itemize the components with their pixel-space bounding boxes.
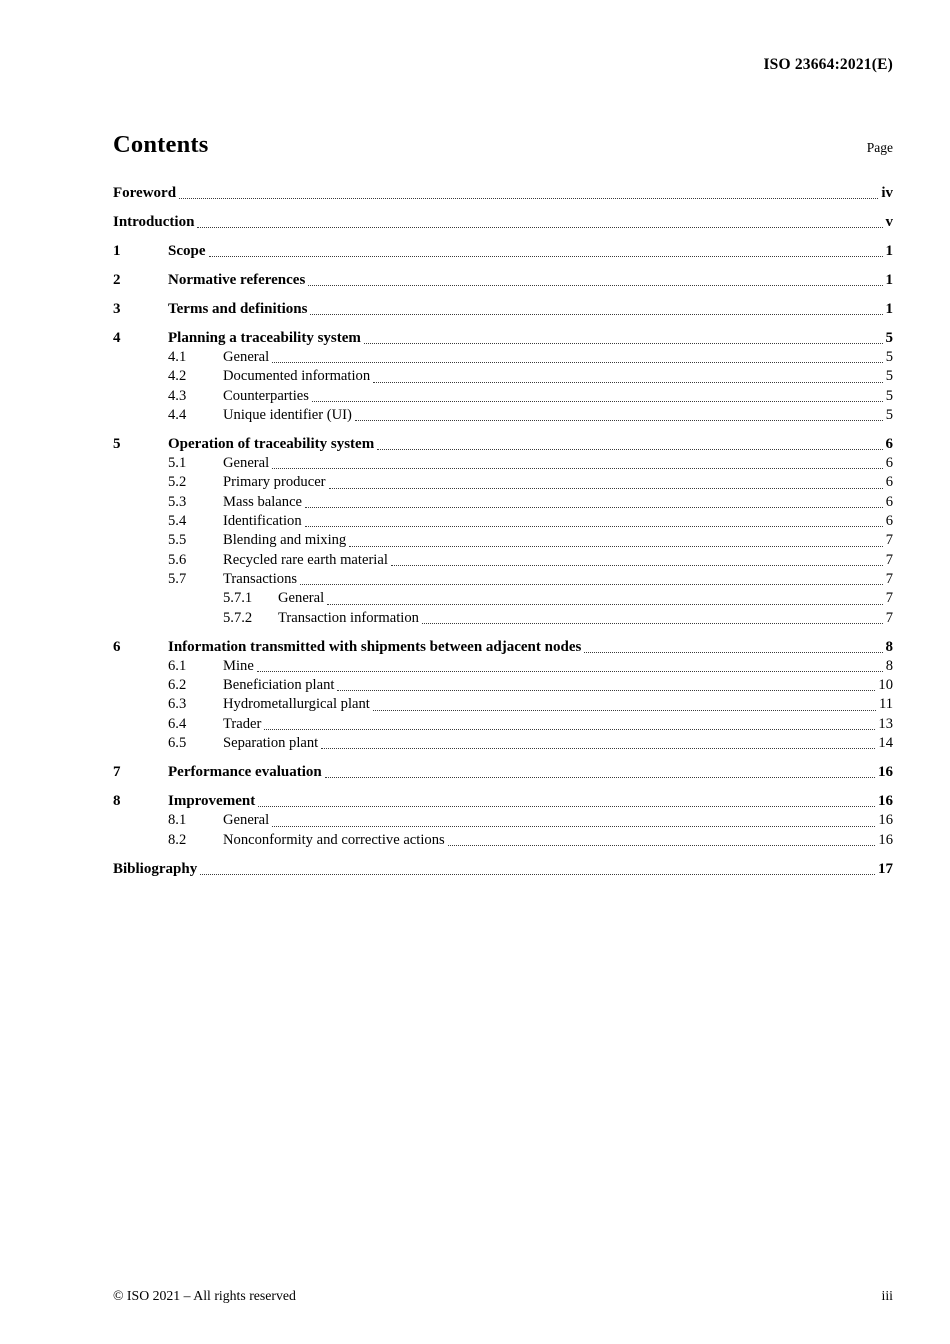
toc-entry-page: 7 xyxy=(885,570,893,587)
toc-entry-page: 1 xyxy=(885,243,893,259)
toc-entry-number: 5.6 xyxy=(168,551,187,568)
toc-entry-number: 8.1 xyxy=(168,812,187,829)
toc-entry[interactable] xyxy=(113,609,893,628)
toc-entry-page: 5 xyxy=(885,387,893,404)
toc-entry-title: Recycled rare earth material xyxy=(223,551,388,568)
toc-entry-title: Separation plant xyxy=(223,735,319,752)
toc-entry[interactable] xyxy=(113,570,893,589)
toc-entry[interactable] xyxy=(113,493,893,512)
toc-entry[interactable] xyxy=(113,715,893,734)
toc-entry-number: 5.5 xyxy=(168,532,187,549)
toc-entry-title: Unique identifier (UI) xyxy=(223,406,352,423)
toc-entry-title: Counterparties xyxy=(223,387,309,404)
toc-leader-dots xyxy=(325,777,875,778)
toc-leader-dots xyxy=(308,285,882,286)
toc-entry-title: Blending and mixing xyxy=(223,532,347,549)
toc-entry-page: 8 xyxy=(885,657,893,674)
toc-leader-dots xyxy=(327,604,883,605)
toc-entry-number: 6.4 xyxy=(168,715,187,732)
toc-entry-number: 1 xyxy=(113,243,121,259)
toc-entry-title: Performance evaluation xyxy=(168,764,322,781)
toc-entry[interactable] xyxy=(113,406,893,425)
toc-entry-number: 6.2 xyxy=(168,677,187,694)
folio-page-number: iii xyxy=(881,1288,893,1303)
toc-leader-dots xyxy=(364,343,883,344)
toc-entry[interactable] xyxy=(113,454,893,473)
toc-leader-dots xyxy=(272,826,875,827)
toc-leader-dots xyxy=(337,690,875,691)
toc-entry-page: 5 xyxy=(885,406,893,423)
toc-entry[interactable] xyxy=(113,734,893,753)
toc-entry-number: 6.3 xyxy=(168,696,187,713)
toc-entry[interactable] xyxy=(113,589,893,608)
toc-entry-page: 16 xyxy=(878,831,893,848)
toc-entry-number: 5.1 xyxy=(168,455,187,472)
toc-entry-page: 6 xyxy=(885,436,893,453)
toc-leader-dots xyxy=(197,227,882,228)
toc-entry-number: 4.4 xyxy=(168,406,187,423)
toc-entry[interactable] xyxy=(113,791,893,811)
toc-entry-title: General xyxy=(223,812,270,829)
toc-entry-title: General xyxy=(223,455,270,472)
toc-entry-title: Bibliography xyxy=(113,860,198,877)
toc-entry-page: 6 xyxy=(885,474,893,491)
toc-entry-page: 16 xyxy=(878,793,893,810)
toc-entry[interactable] xyxy=(113,212,893,232)
toc-entry-page: 6 xyxy=(885,493,893,510)
toc-entry[interactable] xyxy=(113,387,893,406)
toc-entry-title: Beneficiation plant xyxy=(223,677,335,694)
toc-entry-title: Scope xyxy=(168,243,206,259)
toc-entry-number: 5.3 xyxy=(168,493,187,510)
toc-entry[interactable] xyxy=(113,831,893,850)
toc-entry-title: General xyxy=(223,349,270,365)
toc-entry-number: 4.3 xyxy=(168,387,187,404)
toc-entry[interactable] xyxy=(113,657,893,676)
page-footer xyxy=(113,1288,893,1304)
toc-entry-title: General xyxy=(278,590,325,607)
toc-entry-title: Transaction information xyxy=(278,609,419,626)
toc-leader-dots xyxy=(391,565,883,566)
toc-entry-number: 5 xyxy=(113,436,121,453)
toc-entry-number: 5.7.1 xyxy=(223,590,253,607)
toc-entry-title: Normative references xyxy=(168,272,306,288)
toc-leader-dots xyxy=(310,314,882,315)
toc-leader-dots xyxy=(200,874,875,875)
toc-entry-page: 13 xyxy=(878,715,893,732)
toc-leader-dots xyxy=(373,382,883,383)
toc-entry-number: 6.5 xyxy=(168,735,187,752)
toc-entry[interactable] xyxy=(113,551,893,570)
toc-entry[interactable] xyxy=(113,695,893,714)
toc-leader-dots xyxy=(349,546,882,547)
toc-entry-page: 7 xyxy=(885,590,893,607)
toc-entry-page: 16 xyxy=(878,812,893,829)
toc-entry-page: 11 xyxy=(878,696,893,713)
toc-entry-number: 7 xyxy=(113,764,121,781)
toc-entry-page: 7 xyxy=(885,551,893,568)
toc-entry-page: 1 xyxy=(885,301,893,317)
toc-leader-dots xyxy=(305,526,883,527)
toc-entry[interactable] xyxy=(113,348,893,367)
toc-entry-number: 8 xyxy=(113,793,121,810)
toc-entry-number: 8.2 xyxy=(168,831,187,848)
toc-entry-title: Mass balance xyxy=(223,493,303,510)
toc-entry-title: Information transmitted with shipments between adjacent nodes xyxy=(168,638,582,655)
toc-entry-page: 10 xyxy=(878,677,893,694)
toc-entry-page: 5 xyxy=(885,349,893,365)
toc-entry-number: 3 xyxy=(113,301,121,317)
toc-leader-dots xyxy=(272,362,883,363)
toc-entry[interactable] xyxy=(113,811,893,830)
toc-entry-title: Improvement xyxy=(168,793,256,810)
toc-entry-page: iv xyxy=(881,185,893,201)
toc-leader-dots xyxy=(329,488,883,489)
toc-entry-number: 6.1 xyxy=(168,657,187,674)
toc-entry-page: 6 xyxy=(885,455,893,472)
toc-entry-page: 5 xyxy=(885,330,893,346)
toc-entry-page: 7 xyxy=(885,532,893,549)
toc-section xyxy=(113,131,893,879)
toc-entry[interactable] xyxy=(113,434,893,454)
toc-entry[interactable] xyxy=(113,328,893,348)
contents-title: Contents xyxy=(113,131,209,158)
toc-entry-page: 1 xyxy=(885,272,893,288)
contents-heading-row xyxy=(113,131,893,159)
toc-entry[interactable] xyxy=(113,512,893,531)
toc-leader-dots xyxy=(584,652,882,653)
toc-entry-page: 6 xyxy=(885,513,893,530)
toc-leader-dots xyxy=(355,420,883,421)
toc-leader-dots xyxy=(258,806,875,807)
toc-entry-title: Nonconformity and corrective actions xyxy=(223,831,445,848)
toc-leader-dots xyxy=(179,198,878,199)
toc-entry-number: 5.4 xyxy=(168,513,187,530)
toc-entry-title: Introduction xyxy=(113,214,195,230)
toc-entry-title: Planning a traceability system xyxy=(168,330,361,346)
toc-entry-number: 4 xyxy=(113,330,121,346)
toc-entry-title: Terms and definitions xyxy=(168,301,308,317)
copyright-notice: © ISO 2021 – All rights reserved xyxy=(113,1288,296,1303)
toc-entry[interactable] xyxy=(113,762,893,782)
toc-list xyxy=(113,183,893,879)
toc-entry-page: 17 xyxy=(878,860,893,877)
toc-entry-title: Identification xyxy=(223,513,302,530)
toc-entry-number: 4.1 xyxy=(168,349,187,365)
toc-entry-number: 4.2 xyxy=(168,368,187,385)
toc-entry-number: 5.7.2 xyxy=(223,609,253,626)
toc-leader-dots xyxy=(312,401,883,402)
toc-entry[interactable] xyxy=(113,531,893,550)
toc-entry-number: 5.7 xyxy=(168,570,187,587)
toc-entry[interactable] xyxy=(113,859,893,879)
toc-entry-title: Trader xyxy=(223,715,262,732)
toc-entry-page: 14 xyxy=(878,735,893,752)
toc-entry-page: 8 xyxy=(885,638,893,655)
toc-leader-dots xyxy=(448,845,876,846)
toc-leader-dots xyxy=(300,584,883,585)
toc-entry-title: Transactions xyxy=(223,570,298,587)
toc-entry-title: Operation of traceability system xyxy=(168,436,375,453)
toc-entry-title: Foreword xyxy=(113,185,177,201)
toc-leader-dots xyxy=(321,748,875,749)
toc-entry-title: Mine xyxy=(223,657,254,674)
page-column-label: Page xyxy=(866,140,893,155)
toc-entry[interactable] xyxy=(113,270,893,290)
toc-entry[interactable] xyxy=(113,473,893,492)
toc-entry[interactable] xyxy=(113,367,893,386)
toc-leader-dots xyxy=(272,468,883,469)
toc-entry[interactable] xyxy=(113,299,893,319)
toc-entry[interactable] xyxy=(113,637,893,657)
toc-leader-dots xyxy=(377,449,882,450)
toc-entry-number: 2 xyxy=(113,272,121,288)
toc-leader-dots xyxy=(305,507,883,508)
toc-entry-page: 7 xyxy=(885,609,893,626)
toc-entry-number: 5.2 xyxy=(168,474,187,491)
toc-entry-title: Documented information xyxy=(223,368,371,385)
document-reference: ISO 23664:2021(E) xyxy=(763,56,893,73)
toc-leader-dots xyxy=(264,729,875,730)
toc-leader-dots xyxy=(373,710,876,711)
toc-leader-dots xyxy=(422,623,883,624)
toc-entry-page: 16 xyxy=(878,764,893,781)
toc-entry-page: 5 xyxy=(885,368,893,385)
toc-entry[interactable] xyxy=(113,183,893,203)
toc-entry-page: v xyxy=(885,214,893,230)
toc-leader-dots xyxy=(209,256,883,257)
toc-entry-title: Hydrometallurgical plant xyxy=(223,696,370,713)
toc-entry[interactable] xyxy=(113,241,893,261)
toc-entry-title: Primary producer xyxy=(223,474,326,491)
toc-entry[interactable] xyxy=(113,676,893,695)
toc-leader-dots xyxy=(257,671,883,672)
toc-entry-number: 6 xyxy=(113,638,121,655)
